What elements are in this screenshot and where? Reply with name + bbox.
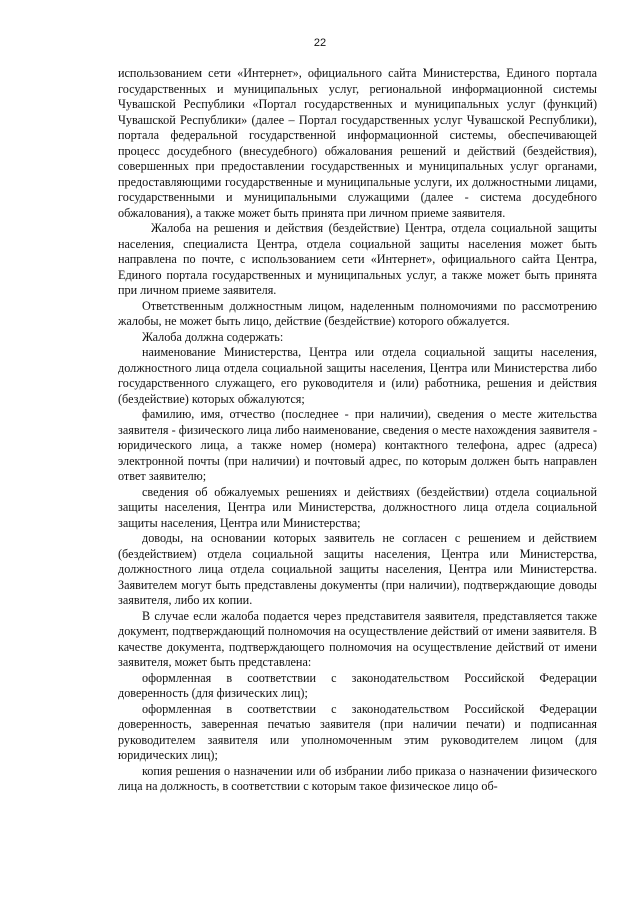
paragraph-10: оформленная в соответствии с законодательством Российской Федерации доверенность (для физических лиц); xyxy=(118,670,597,700)
paragraph-9: В случае если жалоба подается через представителя заявителя, представляется также документ, подтверждающий полномочия на осуществление действий от имени заявителя. В качестве документа, подтверждающего полномочия на осуществление действий от имени заявителя, может быть представлена: xyxy=(118,608,597,669)
paragraph-6: фамилию, имя, отчество (последнее - при наличии), сведения о месте жительства заявителя - физического лица либо наименование, сведения о месте нахождения заявителя - юридического лица, а также номер (номера) контактного телефона, адрес (адреса) электронной почты (при наличии) и почтовый адрес, по которым должен быть направлен ответ заявителю; xyxy=(118,407,597,483)
paragraph-4: Жалоба должна содержать: xyxy=(142,329,284,344)
paragraph-3: Ответственным должностным лицом, наделенным полномочиями по рассмотрению жалобы, не может быть лицо, действие (бездействие) которого обжалуется. xyxy=(118,298,597,328)
paragraph-11: оформленная в соответствии с законодательством Российской Федерации доверенность, заверенная печатью заявителя (при наличии печати) и подписанная руководителем заявителя или уполномоченным этим руководителем лицом (для юридических лиц); xyxy=(118,701,597,762)
paragraph-2: Жалоба на решения и действия (бездействие) Центра, отдела социальной защиты населения, специалиста Центра, отдела социальной защиты населения может быть направлена по почте, с использованием сети «Интернет», официального сайта Центра, Единого портала государственных и муниципальных услуг, а также может быть принята при личном приеме заявителя. xyxy=(118,221,597,297)
document-body xyxy=(118,66,597,795)
paragraph-8: доводы, на основании которых заявитель не согласен с решением и действием (бездействием) отдела социальной защиты населения, Центра или Министерства, должностного лица отдела социальной защиты населения, Центра или Министерства. Заявителем могут быть представлены документы (при наличии), подтверждающие доводы заявителя, либо их копии. xyxy=(118,531,597,607)
paragraph-7: сведения об обжалуемых решениях и действиях (бездействии) отдела социальной защиты населения, Центра или Министерства, должностного лица отдела социальной защиты населения, Центра или Министерства; xyxy=(118,484,597,530)
paragraph-5: наименование Министерства, Центра или отдела социальной защиты населения, должностного лица отдела социальной защиты населения, Центра или Министерства либо государственного служащего, его руководителя и (или) работника, решения и действия (бездействие) которых обжалуются; xyxy=(118,345,597,406)
page-number: 22 xyxy=(313,37,327,49)
paragraph-12: копия решения о назначении или об избрании либо приказа о назначении физического лица на должность, в соответствии с которым такое физическое лицо об- xyxy=(118,763,597,793)
paragraph-1: использованием сети «Интернет», официального сайта Министерства, Единого портала государственных и муниципальных услуг, региональной информационной системы Чувашской Республики «Портал государственных и муниципальных услуг (функций) Чувашской Республики» (далее – Портал государственных услуг Чувашской Республики), портала федеральной государственной информационной системы, обеспечивающей процесс досудебного (внесудебного) обжалования решений и действий (бездействия), совершенных при предоставлении государственных и муниципальных услуг органами, предоставляющими государственные и муниципальные услуги, их должностными лицами, государственными и муниципальными служащими (далее - система досудебного обжалования), а также может быть принята при личном приеме заявителя. xyxy=(118,66,597,220)
